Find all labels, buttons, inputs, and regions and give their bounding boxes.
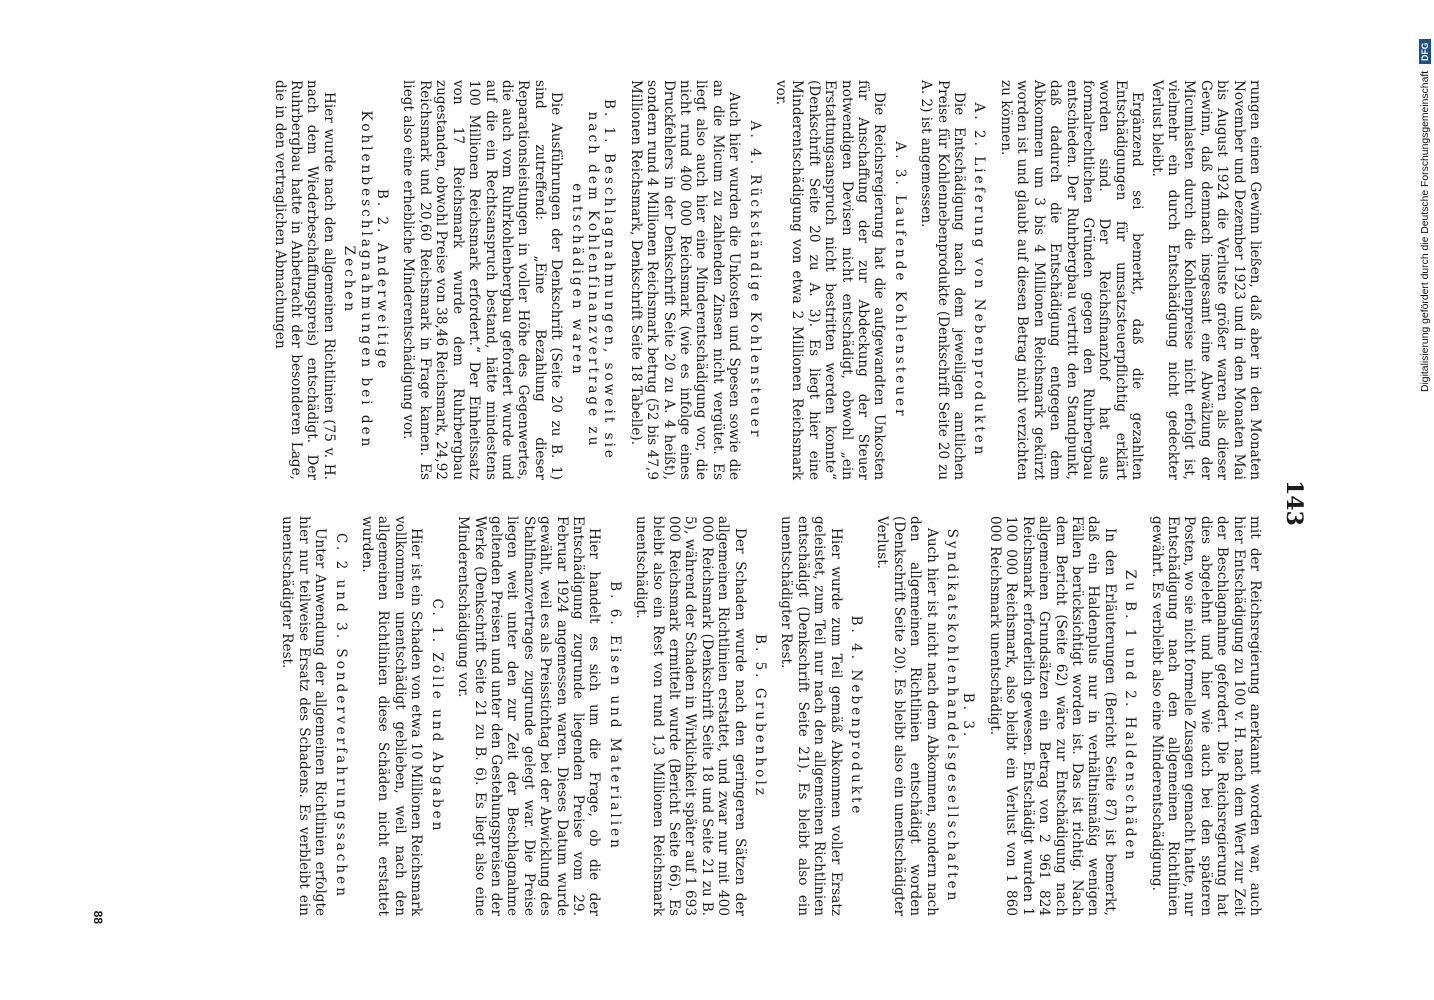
paragraph: rungen einen Gewinn ließen, daß aber in den Monaten November und Dezember 1923 und in den Monaten Mai bis August 1924 die Verluste größer waren als dieser Gewinn, daß demnach insgesamt eine Abwälzung der Micumlasten durch die Kohlenpreise nicht erfolgt ist, vielmehr ein durch Entschädigung nicht gedeckter Verlust bleibt. [1148, 80, 1263, 480]
footer-page-number: 88 [91, 910, 105, 924]
paragraph: Hier ist ein Schaden von etwa 10 Millionen Reichsmark vollkommen unentschädigt geblieben, weil nach den allgemeinen Richtlinien diese Schäden nicht erstattet wurden. [359, 516, 425, 916]
section-heading: A. 4. Rückständige Kohlensteuer [746, 120, 763, 440]
section-heading: B. 6. Eisen und Materialien [606, 581, 623, 851]
dfg-logo: DFG [1419, 39, 1431, 64]
section-heading: B. 4. Nebenprodukte [848, 615, 865, 817]
section-heading: C. 2 und 3. Sonderverfahrungssachen [332, 533, 349, 899]
digitization-note-text: Digitalisierung gefördert durch die Deutsche Forschungsgemeinschaft [1420, 70, 1431, 392]
section-heading: Zu B. 1 und 2. Haldenschäden [1122, 569, 1139, 863]
paragraph: Ergänzend sei bemerkt, daß die gezahlten Entschädigungen für umsatzsteuerpflichtig erklärt worden sind. Der Reichsfinanzhof hat aus formalrechtlichen Gründen gegen den Ruhrbergbau entschieden. Der Ruhrbergbau vertritt den Standpunkt, daß dadurch die Entschädigung entgegen dem Abkommen um 3 bis 4 Millionen Reichsmark gekürzt worden ist und glaubt auf diesen Betrag nicht verzichten zu können. [997, 80, 1146, 480]
paragraph: Auch hier wurden die Unkosten und Spesen sowie die an die Micum zu zahlenden Zinsen nicht vergütet. Es liegt also auch hier eine Minderentschädigung vor, die nicht rund 400 000 Reichsmark (wie es infolge eines Druckfehlers in der Denkschrift Seite 20 zu A. 4 heißt), sondern rund 4 Millionen Reichsmark betrug (52 bis 47,9 Millionen Reichsmark, Denkschrift Seite 18 Tabelle). [627, 80, 743, 480]
paragraph: Hier handelt es sich um die Frage, ob die der Entschädigung zugrunde liegenden Preise vom 29. Februar 1924 angemessen waren. Dieses Datum wurde gewählt, weil es als Preisstichtag bei der Abwicklung des Stahlfinanzvertrages zugrunde gelegt war. Die Preise liegen weit unter den zur Zeit der Beschlagnahme geltenden Preisen und unter den Gestehungspreisen der Werke (Denkschrift Seite 21 zu B. 6). Es liegt also eine Minderentschädigung vor. [455, 516, 603, 916]
left-column [268, 80, 1263, 480]
paragraph: Hier wurde zum Teil gemäß Abkommen voller Ersatz geleistet, zum Teil nur nach den allgemeinen Richtlinien entschädigt (Denkschrift Seite 21). Es bleibt also ein unentschädigter Rest. [778, 516, 844, 916]
paragraph: In den Erläuterungen (Bericht Seite 87) ist bemerkt, daß ein Haldenplus nur in verhältnismäßig wenigen Fällen berücksichtigt worden ist. Das ist richtig. Nach dem Bericht (Seite 62) wäre zur Entschädigung nach allgemeinen Grundsätzen ein Betrag von 2 961 824 Reichsmark erforderlich gewesen. Entschädigt wurden 1 100 000 Reichsmark, also bleibt ein Verlust von 1 860 000 Reichsmark unentschädigt. [986, 516, 1118, 916]
section-heading: C. 1. Zölle und Abgaben [428, 598, 445, 834]
paragraph: Der Schaden wurde nach den geringeren Sätzen der allgemeinen Richtlinien erstattet, und zwar nur mit 400 000 Reichsmark (Denkschrift Seite 18 und Seite 21 zu B. 5), während der Schaden in Wirklichkeit später auf 1 693 000 Reichsmark ermittelt wurde (Bericht Seite 66). Es bleibt also ein Rest von rund 1,3 Millionen Reichsmark unentschädigt. [633, 516, 748, 916]
paragraph: Die Reichsregierung hat die aufgewandten Unkosten für Anschaffung der zur Abdeckung der Steuer notwendigen Devisen nicht entschädigt, obwohl „ein Erstattungsanspruch nicht bestritten werden konnte“ (Denkschrift Seite 20 zu A. 3). Es liegt hier eine Minderentschädigung von etwa 2 Millionen Reichsmark vor. [773, 80, 888, 480]
rotated-page [91, 70, 1315, 940]
section-heading: A. 3. Laufende Kohlensteuer [891, 141, 908, 419]
section-heading: B. 1. Beschlagnahmungen, soweit sie nach dem Kohlenfinanzvertrage zu entschädigen waren [568, 99, 618, 461]
section-heading: B. 3. Syndikatskohlenhandelsgesellschaften [944, 528, 977, 904]
paragraph: Auch hier ist nicht nach dem Abkommen, sondern nach den allgemeinen Richtlinien entschädigt worden (Denkschrift Seite 20). Es bleibt also ein unentschädigter Verlust. [874, 516, 940, 916]
section-heading: A. 2. Lieferung von Nebenprodukten [971, 102, 988, 458]
digitization-note [1418, 8, 1434, 392]
section-heading: B. 5. Grubenholz [752, 634, 769, 798]
right-column [276, 516, 1263, 916]
page-number: 143 [1281, 480, 1307, 526]
paragraph: Unter Anwendung der allgemeinen Richtlinien erfolgte hier nur teilweise Ersatz des Schadens. Es verbleibt ein unentschädigter Rest. [279, 516, 329, 916]
paragraph: Die Ausführungen der Denkschrift (Seite 20 zu B. 1) sind zutreffend: „Eine Bezahlung dieser Reparationsleistungen in voller Höhe des Gegenwertes, die auch vom Ruhrkohlenbergbau gefordert wurde und auf die ein Rechtsanspruch bestand, hätte mindestens 100 Millionen Reichsmark erfordert.“ Der Einheitssatz von 17 Reichsmark wurde dem Ruhrbergbau zugestanden, obwohl Preise von 38,46 Reichsmark, 24,92 Reichsmark und 20,60 Reichsmark in Frage kamen. Es liegt also eine erhebliche Minderentschädigung vor. [400, 80, 565, 480]
section-heading: B. 2. Anderweitige Kohlenbeschlagnahmungen bei den Zechen [341, 110, 391, 450]
paragraph: Die Entschädigung nach dem jeweiligen amtlichen Preise für Kohlennebenprodukte (Denkschrift Seite 20 zu A. 2) ist angemessen. [918, 80, 968, 480]
paragraph: Hier wurde nach den allgemeinen Richtlinien (75 v. H. nach dem Wiederbeschaffungspreis) entschädigt. Der Ruhrbergbau hatte in Anbetracht der besonderen Lage, die in den vertraglichen Abmachungen [271, 80, 337, 480]
paragraph: mit der Reichsregierung anerkannt worden war, auch hier Entschädigung zu 100 v. H. nach dem Wert zur Zeit der Beschlagnahme gefordert. Die Reichsregierung hat dies abgelehnt und hier wie auch bei den späteren Posten, wo sie nicht formelle Zusagen gemacht hatte, nur Entschädigung nach den allgemeinen Richtlinien gewährt. Es verbleibt also eine Minderentschädigung. [1148, 516, 1263, 916]
